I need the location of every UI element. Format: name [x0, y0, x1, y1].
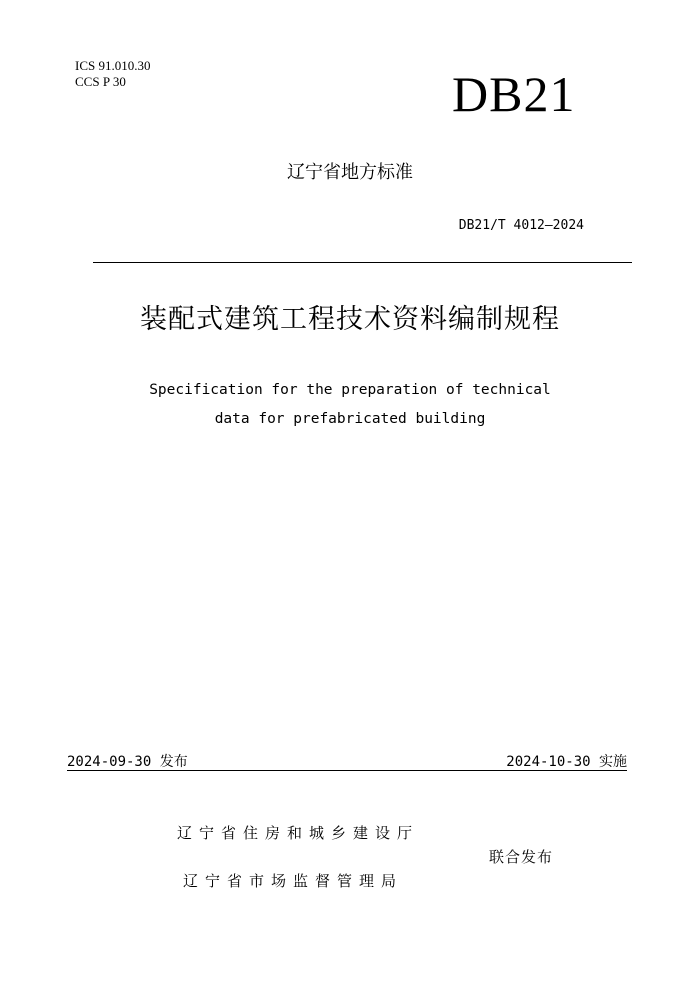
english-title-line-1: Specification for the preparation of technical — [149, 382, 551, 398]
joint-release-label: 联合发布 — [489, 848, 554, 866]
implementation-date: 2024-10-30 实施 — [506, 754, 627, 770]
issuer-market-regulation: 辽宁省市场监督管理局 — [183, 872, 404, 890]
classification-codes — [75, 58, 150, 90]
page-title: 装配式建筑工程技术资料编制规程 — [140, 304, 560, 335]
english-title — [0, 376, 700, 434]
standard-logo: DB21 — [452, 66, 576, 122]
header-divider — [93, 262, 632, 263]
issuer-housing-department: 辽宁省住房和城乡建设厅 — [177, 824, 420, 842]
footer-divider — [67, 770, 627, 771]
standard-type: 辽宁省地方标准 — [287, 162, 413, 183]
standard-number: DB21/T 4012—2024 — [458, 218, 584, 233]
ccs-code: CCS P 30 — [75, 74, 126, 89]
ics-code: ICS 91.010.30 — [75, 58, 151, 73]
issue-date: 2024-09-30 发布 — [67, 754, 188, 770]
english-title-line-2: data for prefabricated building — [214, 411, 486, 427]
